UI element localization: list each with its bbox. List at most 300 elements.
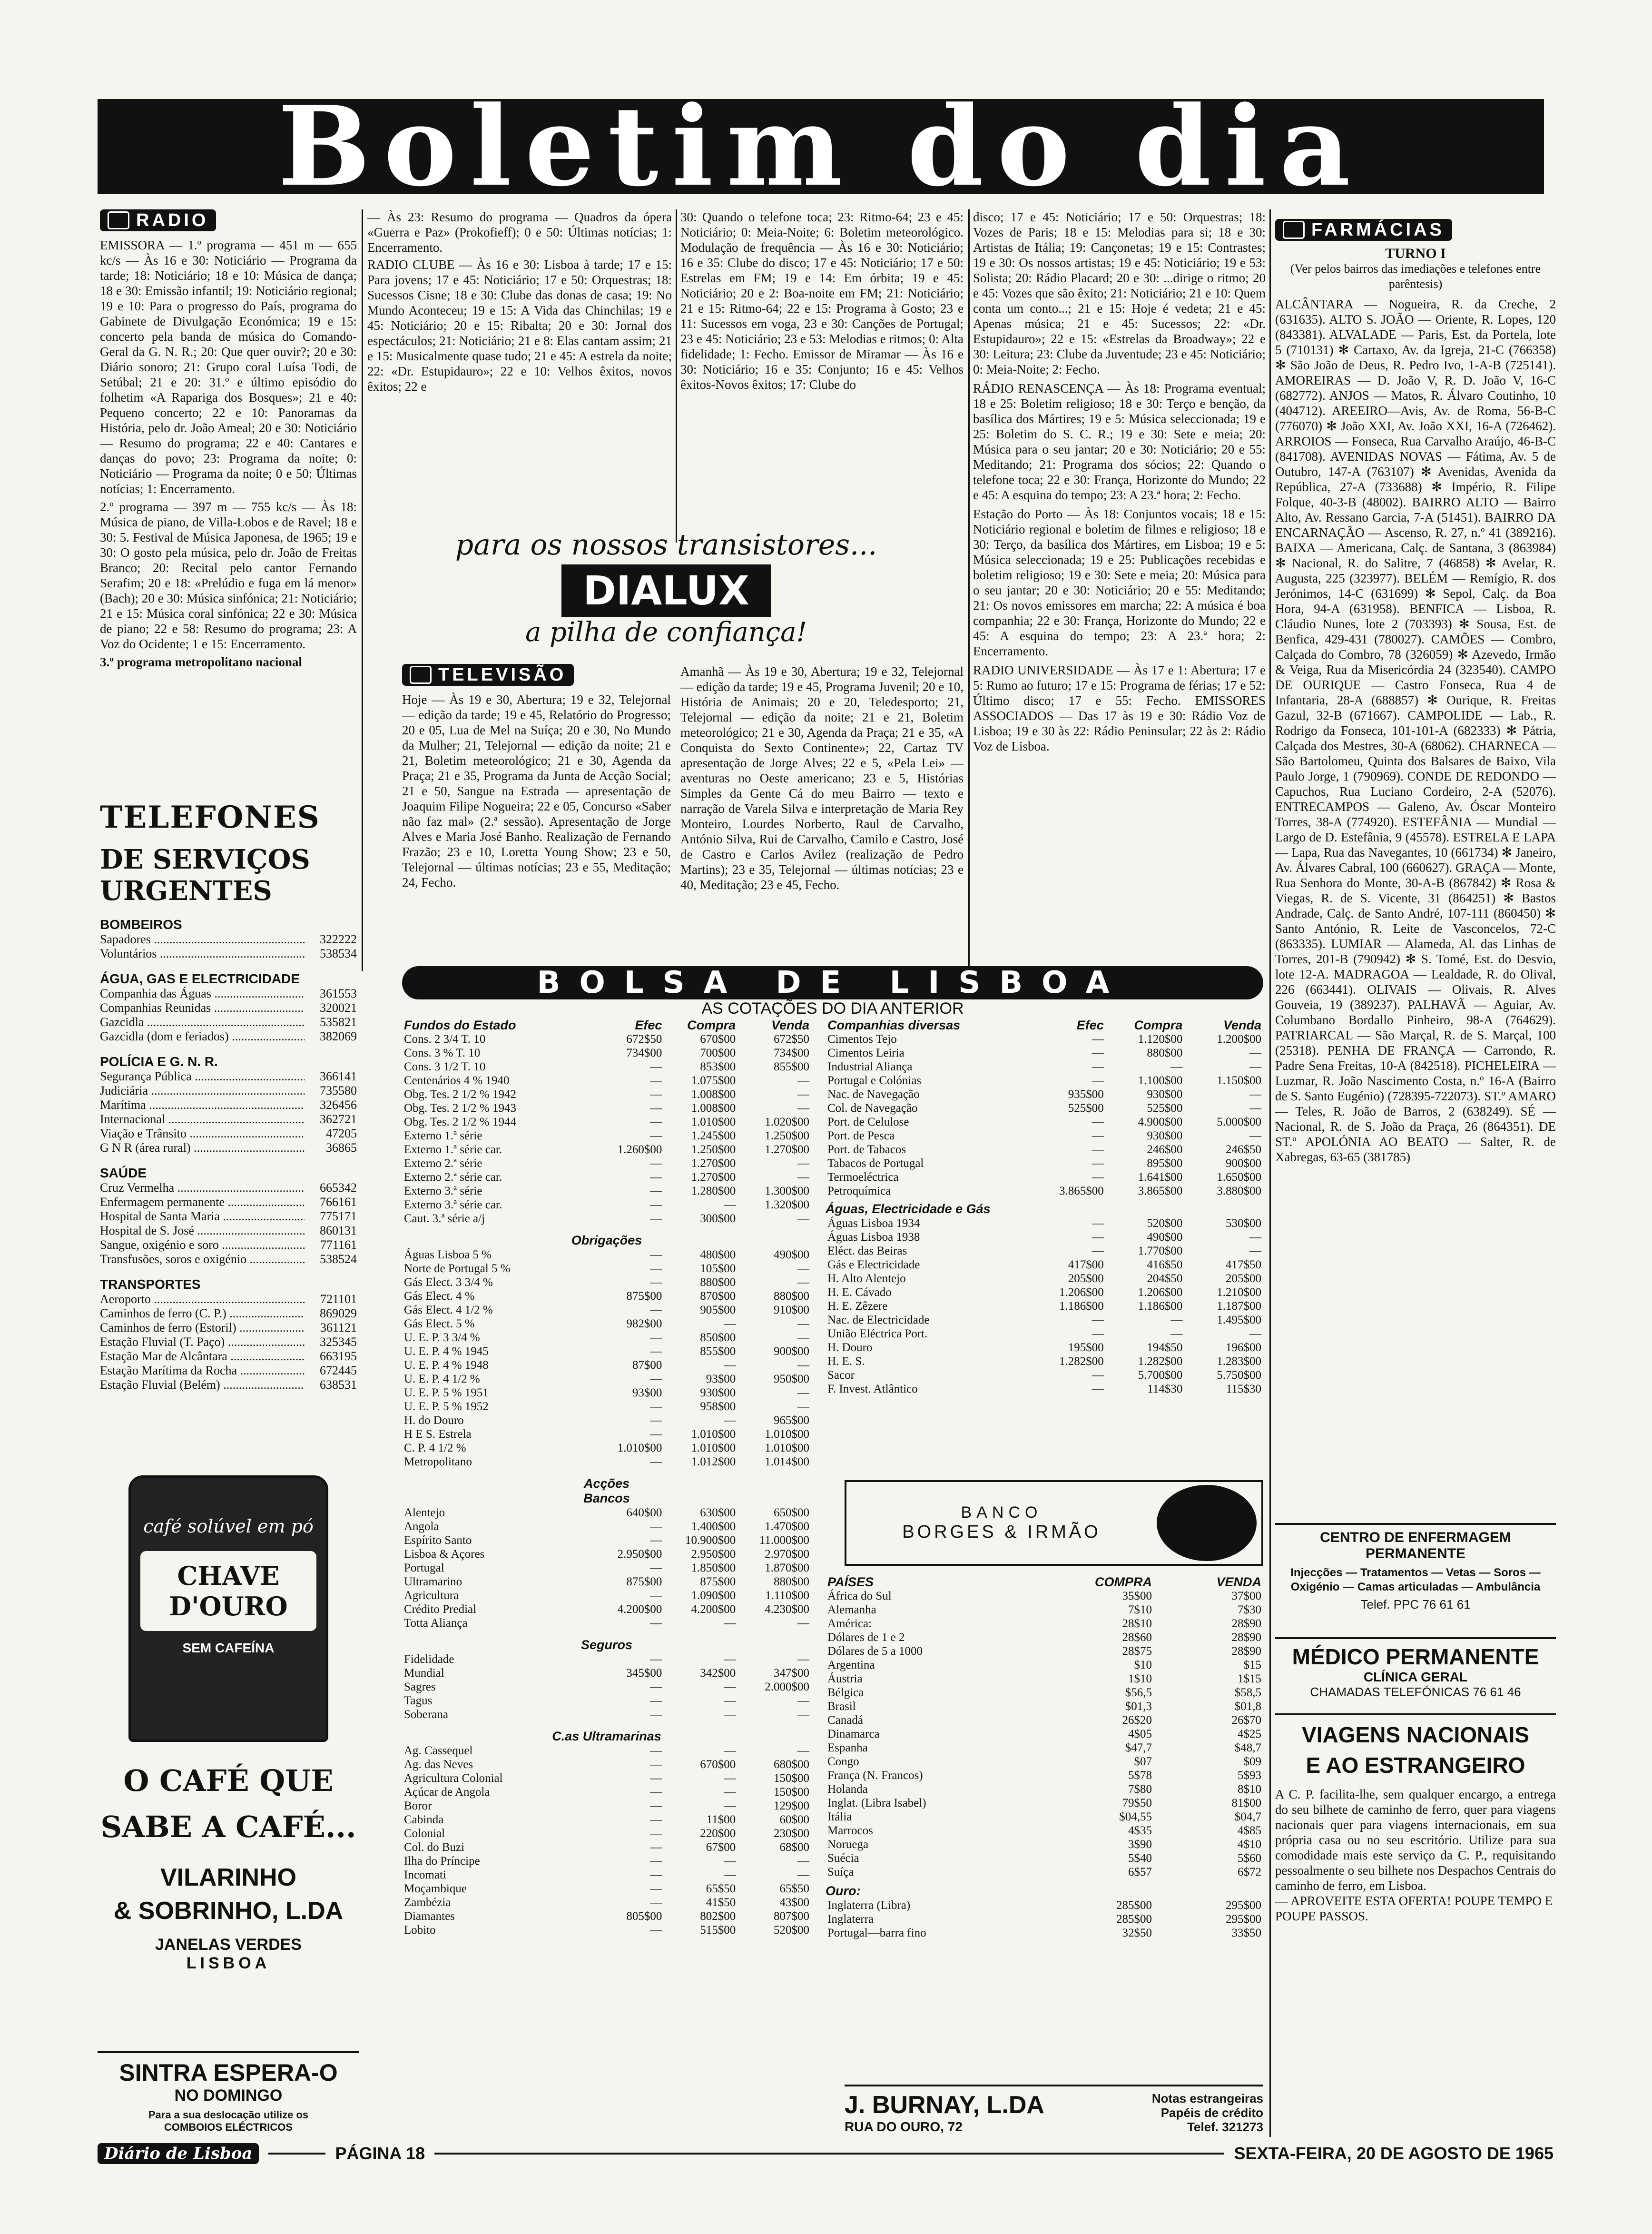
- table-cell: —: [650, 1331, 662, 1344]
- phone-service: Enfermagem permanente .....: [100, 1195, 305, 1209]
- table-cell: 900$00: [1226, 1157, 1261, 1170]
- table-cell: 480$00: [700, 1248, 736, 1261]
- bolsa-left: [402, 1018, 811, 2132]
- table-cell: 4.900$00: [1138, 1116, 1183, 1128]
- table-cell: 1$10: [1128, 1672, 1152, 1685]
- table-cell: H. do Douro: [404, 1414, 464, 1427]
- phone-service: Companhias Reunidas .....: [100, 1001, 305, 1015]
- table-cell: 1.186$00: [1138, 1300, 1183, 1313]
- bolsa-ultramarinas-table: [402, 1744, 811, 1937]
- table-cell: Externo 3.ª série car.: [404, 1198, 502, 1211]
- table-cell: —: [650, 1772, 662, 1785]
- table-row: [826, 1327, 1263, 1341]
- table-cell: 2.950$00: [617, 1548, 662, 1561]
- column-rule: [1269, 209, 1271, 2137]
- table-cell: —: [650, 1212, 662, 1225]
- table-row: [402, 1101, 811, 1115]
- table-cell: 880$00: [774, 1290, 809, 1303]
- table-cell: 1.250$00: [765, 1129, 809, 1142]
- table-row: [402, 1882, 811, 1896]
- table-cell: Caut. 3.ª série a/j: [404, 1212, 485, 1225]
- table-row: [402, 1317, 811, 1331]
- table-cell: Norte de Portugal 5 %: [404, 1262, 511, 1275]
- table-cell: 65$50: [779, 1882, 809, 1895]
- table-cell: Gás Elect. 4 %: [404, 1290, 475, 1303]
- table-cell: —: [650, 1534, 662, 1547]
- table-row: [826, 1354, 1263, 1368]
- dialux-brand: DIALUX: [561, 564, 771, 617]
- table-cell: 1.150$00: [1217, 1074, 1261, 1087]
- table-row: [402, 1652, 811, 1666]
- phone-row: [100, 1112, 357, 1127]
- banco-seal-icon: [1157, 1485, 1257, 1561]
- table-cell: —: [650, 1708, 662, 1721]
- table-cell: Suécia: [827, 1852, 859, 1865]
- table-row: [402, 1455, 811, 1469]
- phone-row: [100, 1029, 357, 1044]
- table-cell: $04,55: [1119, 1810, 1152, 1823]
- table-row: [826, 1769, 1263, 1782]
- banco-ad: [845, 1480, 1263, 1566]
- table-cell: —: [650, 1924, 662, 1937]
- vilarinho-city: LISBOA: [186, 1954, 271, 1972]
- table-cell: —: [797, 1262, 809, 1275]
- table-row: [402, 1561, 811, 1575]
- table-cell: 1.270$00: [691, 1171, 736, 1184]
- table-cell: 1.270$00: [765, 1143, 809, 1156]
- table-cell: 525$00: [1147, 1102, 1183, 1115]
- table-cell: —: [650, 1827, 662, 1840]
- table-cell: 230$00: [774, 1827, 809, 1840]
- table-cell: 1.850$00: [691, 1562, 736, 1574]
- table-cell: —: [1249, 1231, 1261, 1244]
- table-row: [826, 1838, 1263, 1851]
- table-cell: —: [724, 1772, 736, 1785]
- viagens-title-1: VIAGENS NACIONAIS: [1302, 1722, 1529, 1747]
- table-row: [402, 1575, 811, 1589]
- table-row: [826, 1382, 1263, 1396]
- table-cell: 5$78: [1128, 1769, 1152, 1782]
- table-row: [402, 1184, 811, 1198]
- table-cell: 7$10: [1128, 1603, 1152, 1616]
- phone-number: 775171: [320, 1209, 357, 1223]
- table-cell: Industrial Aliança: [827, 1060, 913, 1073]
- phones-title-2: DE SERVIÇOS URGENTES: [100, 844, 310, 907]
- table-row: [402, 1386, 811, 1400]
- viagens-title-2: E AO ESTRANGEIRO: [1306, 1753, 1525, 1778]
- phone-row: [100, 1069, 357, 1084]
- table-cell: —: [1170, 1314, 1183, 1326]
- phone-row: [100, 1001, 357, 1015]
- farmacias-column: [1275, 219, 1556, 1561]
- table-cell: Holanda: [827, 1783, 868, 1796]
- radio-emissora: EMISSORA — 1.º programa — 451 m — 655 kc/s — Às 16 e 30: Noticiário — Programa da tarde; 18: Noticiário; 18 e 10: Música de dança; 18 e 30: Emissão infantil; 19: Noticiário regional; 19 e 10: Para o progresso do País, programa do Gabinete de Divulgação Económica; 19 e 15: concerto pela banda de música do Comando-Geral da G. N. R.; 20: Que quer ouvir?; 20 e 30: Diário sonoro; 21: Grupo coral Luísa Todi, de Setúbal; 21 e 20: 31.º e último episódio do folhetim «A Rapariga dos Bosques»; 21 e 40: Pequeno concerto; 22 e 10: Panoramas da História, pelo dr. João Ameal; 20 e 30: Noticiário — Resumo do programa; 22 e 40: Cantares e danças do povo; 23: Programa da noite; 0: Noticiário — Programa da noite; 0 e 50: Últimas notícias; 1: Encerramento.: [100, 238, 357, 496]
- banco-label: BANCO: [961, 1503, 1042, 1522]
- medico-title: MÉDICO PERMANENTE: [1292, 1644, 1539, 1669]
- table-cell: —: [797, 1088, 809, 1101]
- table-cell: 1.008$00: [691, 1088, 736, 1101]
- phone-service: Transfusões, soros e oxigénio .....: [100, 1252, 305, 1266]
- radio-column-2: [367, 209, 672, 514]
- table-cell: Portugal e Colónias: [827, 1074, 922, 1087]
- table-cell: Cons. 3 % T. 10: [404, 1047, 481, 1059]
- table-cell: Brasil: [827, 1700, 856, 1713]
- table-cell: —: [1249, 1129, 1261, 1142]
- table-cell: 195$00: [1068, 1341, 1104, 1354]
- footer-paper-name: Diário de Lisboa: [98, 2143, 259, 2164]
- phone-number: 535821: [320, 1015, 357, 1029]
- table-cell: —: [650, 1157, 662, 1170]
- table-cell: Termoeléctrica: [827, 1171, 899, 1184]
- table-cell: Marrocos: [827, 1824, 873, 1837]
- cafe-can-brand: CHAVE D'OURO: [140, 1551, 316, 1631]
- phone-service: Caminhos de ferro (Estoril) .....: [100, 1321, 305, 1335]
- table-cell: —: [797, 1744, 809, 1757]
- farmacias-header: FARMÁCIAS: [1275, 219, 1452, 241]
- table-cell: 930$00: [1147, 1088, 1183, 1101]
- table-cell: —: [1249, 1047, 1261, 1059]
- table-cell: —: [797, 1694, 809, 1707]
- table-cell: 4.200$00: [691, 1603, 736, 1616]
- sintra-title: SINTRA ESPERA-O: [119, 2059, 338, 2086]
- table-cell: —: [650, 1786, 662, 1799]
- table-cell: 1.186$00: [1059, 1300, 1104, 1313]
- table-cell: Metropolitano: [404, 1455, 472, 1468]
- table-cell: 490$00: [774, 1248, 809, 1261]
- table-cell: Bélgica: [827, 1686, 864, 1699]
- table-cell: Boror: [404, 1799, 432, 1812]
- table-header-cell: VENDA: [1216, 1575, 1261, 1589]
- table-row: [402, 1331, 811, 1344]
- table-cell: 68$00: [779, 1841, 809, 1854]
- phone-number: 47205: [326, 1127, 357, 1140]
- table-row: [402, 1046, 811, 1060]
- vilarinho-sobrinho: & SOBRINHO, L.DA: [113, 1897, 344, 1925]
- viagens: [1275, 1713, 1556, 2134]
- table-row: [402, 1115, 811, 1129]
- table-cell: 5$60: [1238, 1852, 1261, 1865]
- phone-row: [100, 1084, 357, 1098]
- radio-3-programa: 3.º programa metropolitano nacional: [100, 655, 302, 669]
- table-cell: Ultramarino: [404, 1575, 462, 1588]
- table-row: [826, 1046, 1263, 1060]
- table-cell: —: [797, 1400, 809, 1413]
- centro-services: Injecções — Tratamentos — Vetas — Soros — Oxigénio — Camas articuladas — Ambulância: [1290, 1566, 1541, 1593]
- phone-service: Caminhos de ferro (C. P.) .....: [100, 1306, 305, 1321]
- footer: [98, 2142, 1554, 2165]
- table-cell: 93$00: [632, 1386, 662, 1399]
- table-row: [402, 1785, 811, 1799]
- phone-row: [100, 1306, 357, 1321]
- phone-number: 638531: [320, 1378, 357, 1392]
- table-cell: —: [650, 1799, 662, 1812]
- table-cell: América:: [827, 1617, 872, 1630]
- table-cell: H. Alto Alentejo: [827, 1272, 906, 1285]
- table-cell: 3.865$00: [1059, 1185, 1104, 1197]
- table-row: [402, 1799, 811, 1813]
- table-row: [402, 1087, 811, 1101]
- table-cell: 1.012$00: [691, 1455, 736, 1468]
- table-row: [826, 1101, 1263, 1115]
- table-cell: 1$15: [1238, 1672, 1261, 1685]
- table-header-cell: Efec: [635, 1018, 662, 1032]
- table-cell: Diamantes: [404, 1910, 455, 1923]
- table-cell: 4.200$00: [617, 1603, 662, 1616]
- ultramarinas-title: C.as Ultramarinas: [552, 1729, 661, 1743]
- table-cell: 11$00: [706, 1813, 736, 1826]
- table-cell: 7$80: [1128, 1783, 1152, 1796]
- table-cell: 3$90: [1128, 1838, 1152, 1851]
- table-row: [826, 1851, 1263, 1865]
- table-cell: 670$00: [700, 1758, 736, 1771]
- table-cell: 1.282$00: [1059, 1355, 1104, 1368]
- phone-service: Judiciária .....: [100, 1084, 305, 1098]
- table-cell: —: [724, 1317, 736, 1330]
- table-cell: —: [1092, 1060, 1104, 1073]
- table-cell: 2.950$00: [691, 1548, 736, 1561]
- table-cell: 672$50: [774, 1033, 809, 1046]
- table-cell: —: [724, 1680, 736, 1693]
- table-cell: 530$00: [1226, 1217, 1261, 1230]
- radio-column-1: [100, 209, 357, 790]
- table-cell: $56,5: [1125, 1686, 1152, 1699]
- table-cell: —: [650, 1562, 662, 1574]
- bolsa-companhias-table: [826, 1018, 1263, 1198]
- table-cell: 65$50: [706, 1882, 736, 1895]
- table-row: [826, 1074, 1263, 1087]
- phone-number: 320021: [320, 1001, 357, 1015]
- table-cell: 1.020$00: [765, 1116, 809, 1128]
- table-cell: União Eléctrica Port.: [827, 1327, 928, 1340]
- table-cell: 26$70: [1231, 1714, 1261, 1727]
- table-cell: 3.865$00: [1138, 1185, 1183, 1197]
- phone-number: 362721: [320, 1112, 357, 1126]
- table-cell: 1.200$00: [1217, 1033, 1261, 1046]
- table-cell: $01,3: [1125, 1700, 1152, 1713]
- phone-number: 766161: [320, 1195, 357, 1209]
- bolsa-fundos-table: [402, 1018, 811, 1226]
- table-cell: Áustria: [827, 1672, 863, 1685]
- medico-telefone: CHAMADAS TELEFÓNICAS 76 61 46: [1310, 1685, 1521, 1699]
- table-cell: 204$50: [1147, 1272, 1183, 1285]
- table-cell: F. Invest. Atlântico: [827, 1383, 918, 1395]
- table-cell: —: [650, 1060, 662, 1073]
- table-cell: Externo 2.ª série car.: [404, 1171, 502, 1184]
- table-cell: —: [1092, 1143, 1104, 1156]
- table-cell: —: [724, 1799, 736, 1812]
- table-cell: 870$00: [700, 1290, 736, 1303]
- table-cell: 345$00: [626, 1667, 662, 1680]
- page-banner: Boletim do dia: [98, 99, 1544, 194]
- phone-number: 721101: [320, 1292, 357, 1306]
- table-cell: —: [650, 1758, 662, 1771]
- phone-number: 672445: [320, 1364, 357, 1377]
- table-cell: —: [1092, 1245, 1104, 1257]
- obrigacoes-title: Obrigações: [571, 1233, 642, 1247]
- table-cell: 205$00: [1226, 1272, 1261, 1285]
- table-cell: 850$00: [700, 1331, 736, 1344]
- medico-permanente: [1275, 1637, 1556, 1710]
- phones-groups: [100, 917, 357, 1392]
- table-cell: 880$00: [774, 1575, 809, 1588]
- phone-row: [100, 947, 357, 961]
- column-rule: [968, 209, 970, 971]
- dialux-tagline-bottom: a pilha de confiança!: [525, 617, 807, 648]
- table-cell: —: [650, 1102, 662, 1115]
- table-cell: $04,7: [1234, 1810, 1261, 1823]
- table-cell: —: [650, 1455, 662, 1468]
- table-cell: Inglat. (Libra Isabel): [827, 1797, 926, 1809]
- table-row: [402, 1602, 811, 1616]
- table-cell: Col. do Buzi: [404, 1841, 465, 1854]
- table-cell: Argentina: [827, 1659, 875, 1671]
- table-row: [402, 1262, 811, 1275]
- phone-service: G N R (área rural) .....: [100, 1141, 305, 1155]
- table-cell: 1.300$00: [765, 1185, 809, 1197]
- table-cell: —: [724, 1786, 736, 1799]
- phone-service: Hospital de S. José .....: [100, 1224, 305, 1238]
- table-cell: —: [797, 1317, 809, 1330]
- table-row: [402, 1909, 811, 1923]
- table-cell: Suíça: [827, 1866, 854, 1878]
- burnay-name: J. BURNAY, L.DA: [845, 2091, 1044, 2119]
- table-cell: 28$90: [1231, 1645, 1261, 1658]
- table-row: [402, 1896, 811, 1909]
- table-cell: 220$00: [700, 1827, 736, 1840]
- sintra-note: Para a sua deslocação utilize os: [148, 2109, 309, 2121]
- table-cell: África do Sul: [827, 1590, 892, 1602]
- radio-col4: disco; 17 e 45: Noticiário; 17 e 50: Orquestras; 18: Vozes de Paris; 18 e 15: Melodias para si; 18 e 30: Artistas de Itália; 19: Cançonetas; 19 e 15: Contrastes; 19 e 30: Os nossos artistas; 19 e 45: Noticiário; 19 e 53: Solista; 20: Rádio Placard; 20 e 30: ...dirige o ritmo; 20 e 45: Vozes que são êxito; 21: Noticiário; 21 e 10: Quem conta um conto...; 21 e 15: Hoje é vedeta; 21 e 45: Apenas música; 21 e 45: Sucessos; 22: «Dr. Estupidauro»; 22 e 15: «Estrelas da Broadway»; 22 e 30: Leitura; 23: Clube da Juventude; 23 e 45: Noticiário; 0: Meia-Noite; 2: Fecho.: [973, 210, 1266, 376]
- table-row: [402, 1616, 811, 1630]
- phone-service: Segurança Pública .....: [100, 1069, 305, 1084]
- table-cell: 416$50: [1147, 1258, 1183, 1271]
- table-cell: —: [1092, 1171, 1104, 1184]
- table-cell: Itália: [827, 1810, 852, 1823]
- table-cell: 43$00: [779, 1896, 809, 1909]
- table-cell: Nac. de Navegação: [827, 1088, 920, 1101]
- table-cell: 515$00: [700, 1924, 736, 1937]
- table-row: [826, 1755, 1263, 1769]
- table-row: [826, 1341, 1263, 1354]
- burnay-telefone: Telef. 321273: [1187, 2120, 1263, 2134]
- table-cell: 875$00: [626, 1290, 662, 1303]
- table-cell: Crédito Predial: [404, 1603, 477, 1616]
- table-cell: Lisboa & Açores: [404, 1548, 485, 1561]
- table-cell: Cons. 3 1/2 T. 10: [404, 1060, 486, 1073]
- table-cell: 670$00: [700, 1033, 736, 1046]
- phone-number: 361553: [320, 987, 357, 1000]
- table-cell: —: [797, 1171, 809, 1184]
- table-row: [402, 1854, 811, 1868]
- table-cell: 734$00: [774, 1047, 809, 1059]
- table-cell: 26$20: [1122, 1714, 1152, 1727]
- column-rule: [362, 209, 363, 971]
- table-row: [826, 1368, 1263, 1382]
- table-cell: 1.400$00: [691, 1520, 736, 1533]
- table-row: [402, 1840, 811, 1854]
- radio-renascenca: RÁDIO RENASCENÇA — Às 18: Programa eventual; 18 e 25: Boletim religioso; 18 e 30: Terço e benção, da basílica dos Mártires; 19 e 5: Música seleccionada; 19 e 25: Boletim do S. C. R.; 19 e 30: Sete e meia; 20: Música para o seu jantar; 20 e 30: Noticiário; 20 e 55: Meditando; 21: Programa dos sócios; 22: Quando o telefone toca; 22 e 30: França, Horizonte do Mundo; 22 e 45: A esquina do tempo; 23: A 23.ª hora; 2: Fecho.: [973, 381, 1266, 502]
- table-cell: 5.750$00: [1217, 1369, 1261, 1382]
- table-header-cell: Venda: [1223, 1018, 1261, 1032]
- table-cell: 1.641$00: [1138, 1171, 1183, 1184]
- table-header-cell: Efec: [1076, 1018, 1104, 1032]
- table-row: [826, 1631, 1263, 1644]
- radio-col3: 30: Quando o telefone toca; 23: Ritmo-64; 23 e 45: Noticiário; 0: Meia-Noite; 6: Boletim meteorológico. Modulação de frequência — Às 16 e 30: Noticiário; 16 e 35: Clube do disco; 17 e 45: Noticiário; 17 e 50: Estrelas em FM; 19 e 14: Em órbita; 19 e 45: Noticiário; 20 e 2: Boa-noite em FM; 21: Noticiário; 21 e 15: Ritmo-64; 22 e 15: Programa à Gosto; 23 e 11: Sucessos em voga, 23 e 30: Canções de Portugal; 23 e 45: Noticiário; 23 e 53: Melodias e ritmos; 0: Alta fidelidade; 1: Fecho. Emissor de Miramar — Às 16 e 30: Noticiário; 16 e 35: Conjunto; 16 e 45: Velhos êxitos-Novos êxitos; 17: Clube do: [680, 210, 964, 392]
- table-cell: 1.010$00: [765, 1428, 809, 1441]
- table-cell: Águas Lisboa 5 %: [404, 1248, 492, 1261]
- table-cell: 805$00: [626, 1910, 662, 1923]
- table-cell: Zambézia: [404, 1896, 451, 1909]
- phone-row: [100, 932, 357, 947]
- column-rule: [676, 209, 677, 543]
- table-cell: $47,7: [1125, 1741, 1152, 1754]
- banco-name: BORGES & IRMÃO: [902, 1522, 1101, 1542]
- phones-section: [100, 800, 357, 1471]
- table-cell: 300$00: [700, 1212, 736, 1225]
- cafe-line-1: O CAFÉ QUE: [123, 1763, 334, 1798]
- phone-number: 36865: [326, 1141, 357, 1155]
- table-cell: 5.000$00: [1217, 1116, 1261, 1128]
- table-cell: C. P. 4 1/2 %: [404, 1442, 466, 1454]
- table-cell: H. Douro: [827, 1341, 873, 1354]
- table-cell: Externo 3.ª série: [404, 1185, 482, 1197]
- table-cell: —: [1092, 1369, 1104, 1382]
- table-cell: Petroquímica: [827, 1185, 891, 1197]
- table-cell: Externo 1.ª série car.: [404, 1143, 502, 1156]
- table-row: [402, 1129, 811, 1143]
- bolsa-seguros-table: [402, 1652, 811, 1721]
- accoes-title: Acções: [583, 1476, 630, 1491]
- tv-column-2: [680, 664, 964, 959]
- table-cell: Águas Lisboa 1938: [827, 1231, 920, 1244]
- table-cell: —: [1092, 1231, 1104, 1244]
- table-cell: —: [797, 1212, 809, 1225]
- table-cell: 875$00: [626, 1575, 662, 1588]
- table-cell: $10: [1134, 1659, 1152, 1671]
- table-cell: U. E. P. 4 % 1948: [404, 1359, 489, 1372]
- table-cell: 28$60: [1122, 1631, 1152, 1644]
- table-cell: Gás e Electricidade: [827, 1258, 920, 1271]
- table-cell: 905$00: [700, 1304, 736, 1316]
- burnay-notas: Notas estrangeiras: [1151, 2091, 1263, 2105]
- table-row: [826, 1898, 1263, 1912]
- phone-row: [100, 1195, 357, 1209]
- table-row: [402, 1923, 811, 1937]
- table-row: [826, 1782, 1263, 1796]
- bolsa-title: BOLSA DE LISBOA: [402, 966, 1263, 999]
- table-cell: 1.010$00: [691, 1428, 736, 1441]
- table-cell: —: [1092, 1157, 1104, 1170]
- table-row: [402, 1303, 811, 1317]
- phone-service: Hospital de Santa Maria .....: [100, 1209, 305, 1224]
- table-cell: —: [797, 1331, 809, 1344]
- table-cell: 1.245$00: [691, 1129, 736, 1142]
- phone-service: Estação Marítima da Rocha .....: [100, 1364, 305, 1378]
- table-cell: Espanha: [827, 1741, 868, 1754]
- table-cell: 67$00: [706, 1841, 736, 1854]
- table-row: [826, 1700, 1263, 1713]
- table-cell: Águas Lisboa 1934: [827, 1217, 920, 1230]
- table-cell: —: [650, 1896, 662, 1909]
- table-cell: Soberana: [404, 1708, 449, 1721]
- table-cell: 93$00: [706, 1373, 736, 1385]
- table-cell: —: [650, 1248, 662, 1261]
- table-cell: 680$00: [774, 1758, 809, 1771]
- table-cell: 37$00: [1231, 1590, 1261, 1602]
- phone-row: [100, 1098, 357, 1112]
- table-cell: 28$90: [1231, 1617, 1261, 1630]
- bancos-title: Bancos: [583, 1491, 630, 1505]
